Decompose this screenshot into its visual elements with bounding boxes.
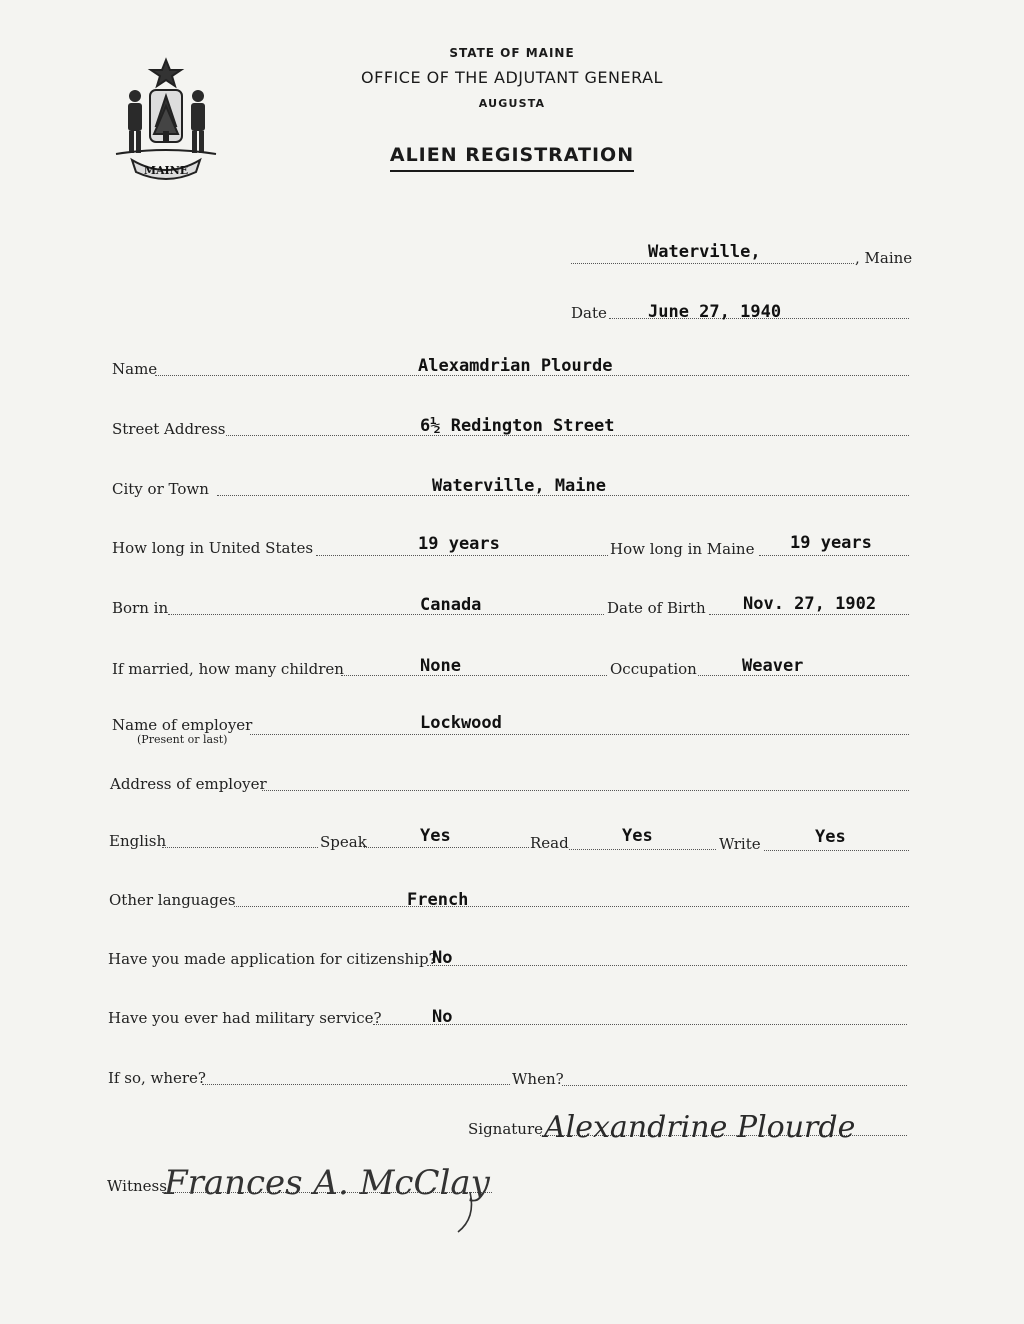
date-label: Date [571,304,607,322]
dob-label: Date of Birth [607,599,706,617]
read-value: Yes [622,826,653,846]
military-line [373,1024,907,1025]
street-label: Street Address [112,420,226,438]
us-years-value: 19 years [418,534,500,554]
state-heading: STATE OF MAINE [449,46,575,60]
place-suffix: , Maine [855,249,913,267]
street-value: 6½ Redington Street [420,416,615,436]
citizenship-label: Have you made application for citizenship? [108,950,437,968]
employer-sublabel: (Present or last) [137,733,228,746]
employer-line [250,734,909,735]
city-label: City or Town [112,480,209,498]
employer-address-label: Address of employer [110,775,267,793]
maine-years-label: How long in Maine [610,540,755,558]
write-line [764,850,909,851]
born-in-value: Canada [420,595,482,615]
city-heading: AUGUSTA [478,97,546,110]
occupation-label: Occupation [610,660,697,678]
english-line [162,847,318,848]
dob-value: Nov. 27, 1902 [743,594,877,614]
employer-value: Lockwood [420,713,502,733]
us-years-line [316,555,608,556]
citizenship-line [427,965,907,966]
occupation-value: Weaver [742,656,804,676]
write-value: Yes [815,827,846,847]
us-years-label: How long in United States [112,539,314,557]
children-value: None [420,656,461,676]
children-label: If married, how many children [112,660,344,678]
dob-line [709,614,909,615]
where-label: If so, where? [108,1069,206,1087]
name-label: Name [112,360,158,378]
place-line [571,263,854,264]
born-in-line [168,614,604,615]
other-languages-value: French [407,890,469,910]
when-label: When? [512,1070,564,1088]
maine-years-line [759,555,909,556]
other-languages-label: Other languages [109,891,236,909]
where-line [202,1084,510,1085]
city-value: Waterville, Maine [432,476,606,496]
name-value: Alexamdrian Plourde [418,356,613,376]
born-in-label: Born in [112,599,169,617]
svg-text:Frances A. McClay: Frances A. McClay [164,1163,490,1203]
read-line [569,849,716,850]
maine-years-value: 19 years [790,533,872,553]
svg-text:Alexandrine Plourde: Alexandrine Plourde [544,1110,856,1145]
date-value: June 27, 1940 [648,302,782,322]
military-value: No [432,1007,453,1027]
when-line [562,1085,907,1086]
employer-label: Name of employer [112,716,253,734]
svg-text:MAINE: MAINE [143,164,189,177]
form-title: ALIEN REGISTRATION [0,144,1024,166]
witness-handwriting [158,1148,503,1238]
occupation-line [698,675,909,676]
employer-address-line [262,790,909,791]
read-label: Read [530,834,569,852]
children-line [341,675,607,676]
speak-line [364,847,529,848]
signature-handwriting [540,1095,910,1151]
english-label: English [109,832,167,850]
military-label: Have you ever had military service? [108,1009,382,1027]
place-value: Waterville, [648,242,761,262]
other-languages-line [234,906,909,907]
speak-value: Yes [420,826,451,846]
citizenship-value: No [432,948,453,968]
signature-label: Signature [468,1120,544,1138]
witness-label: Witness [107,1177,167,1195]
office-heading: OFFICE OF THE ADJUTANT GENERAL [361,68,663,87]
write-label: Write [719,835,761,853]
speak-label: Speak [320,833,367,851]
